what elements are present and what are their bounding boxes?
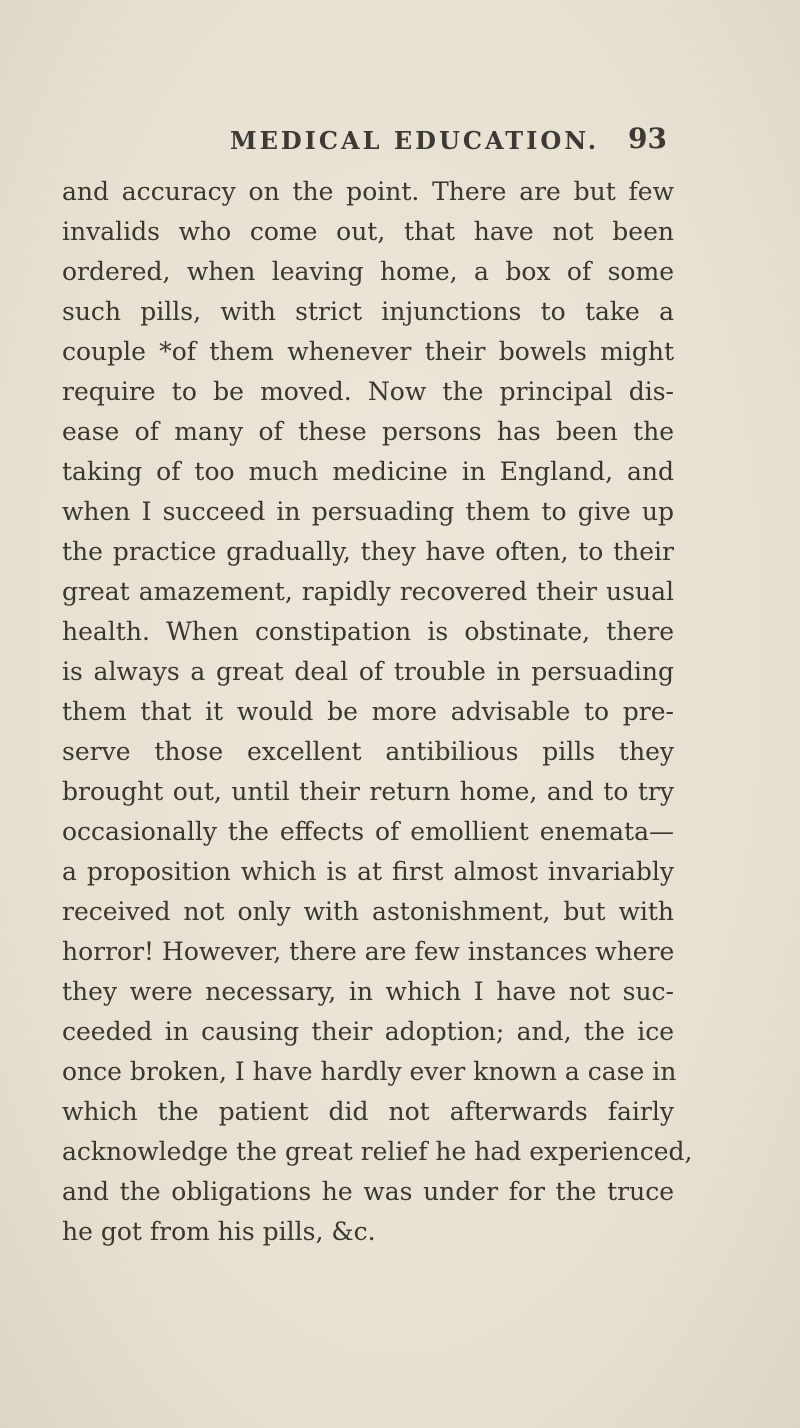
text-line: when I succeed in persuading them to give up <box>62 497 674 526</box>
text-line: couple *of them whenever their bowels might <box>62 337 674 366</box>
running-head-title: MEDICAL EDUCATION. <box>230 126 600 155</box>
text-line: the practice gradually, they have often, to their <box>62 537 674 566</box>
text-line: received not only with astonishment, but with <box>62 897 674 926</box>
text-line: is always a great deal of trouble in persuading <box>62 657 674 686</box>
page-number: 93 <box>628 122 667 155</box>
body-paragraph <box>62 172 693 1252</box>
text-line: serve those excellent antibilious pills they <box>62 737 674 766</box>
text-line: they were necessary, in which I have not suc- <box>62 977 674 1006</box>
text-line-last: he got from his pills, &c. <box>62 1217 376 1246</box>
text-line: taking of too much medicine in England, and <box>62 457 674 486</box>
text-line: occasionally the effects of emollient enemata— <box>62 817 674 846</box>
text-line: and accuracy on the point. There are but few <box>62 177 674 206</box>
text-line: and the obligations he was under for the truce <box>62 1177 674 1206</box>
text-line: health. When constipation is obstinate, there <box>62 617 674 646</box>
running-head <box>0 122 800 166</box>
text-line: which the patient did not afterwards fairly <box>62 1097 674 1126</box>
text-line: require to be moved. Now the principal dis- <box>62 377 674 406</box>
text-line: ceeded in causing their adoption; and, the ice <box>62 1017 674 1046</box>
text-line: a proposition which is at first almost invariably <box>62 857 674 886</box>
text-line: horror! However, there are few instances where <box>62 937 675 966</box>
text-line: ease of many of these persons has been the <box>62 417 674 446</box>
text-line: invalids who come out, that have not been <box>62 217 674 246</box>
text-line: them that it would be more advisable to pre- <box>62 697 674 726</box>
text-line: great amazement, rapidly recovered their usual <box>62 577 674 606</box>
text-line: brought out, until their return home, and to try <box>62 777 674 806</box>
text-line: acknowledge the great relief he had experienced, <box>62 1137 693 1166</box>
text-line: such pills, with strict injunctions to take a <box>62 297 674 326</box>
text-line: once broken, I have hardly ever known a case in <box>62 1057 677 1086</box>
text-line: ordered, when leaving home, a box of some <box>62 257 674 286</box>
